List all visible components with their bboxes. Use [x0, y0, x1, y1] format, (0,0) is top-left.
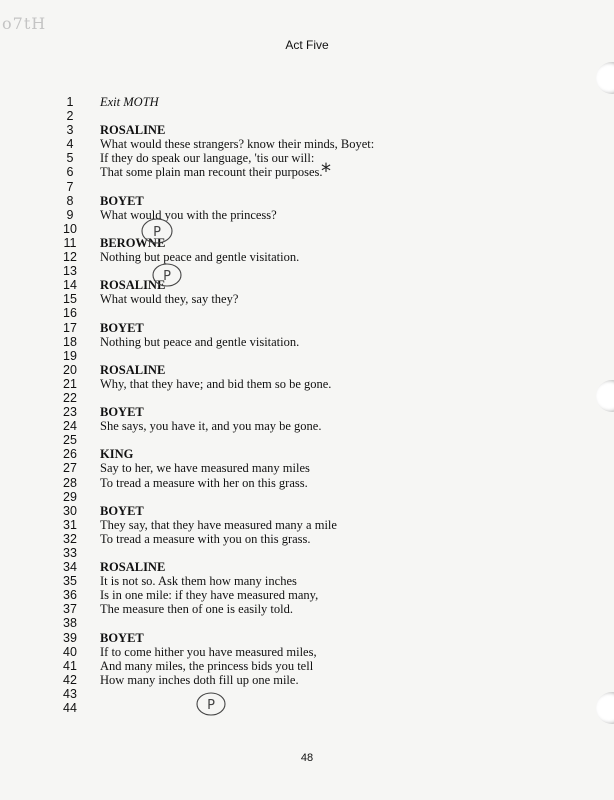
- page-header: Act Five: [285, 38, 329, 52]
- line-number: 15: [63, 292, 77, 307]
- line-number: 22: [63, 390, 77, 405]
- script-line: [0, 673, 614, 687]
- line-number: 1: [66, 95, 74, 109]
- dialogue-line: If to come hither you have measured miles,: [100, 644, 317, 659]
- script-line: [0, 363, 614, 377]
- line-number: 44: [63, 701, 77, 716]
- line-number: 28: [63, 475, 77, 490]
- speaker-name: BEROWNE: [100, 235, 166, 250]
- stage-direction: Exit MOTH: [100, 95, 159, 109]
- line-number: 6: [66, 165, 74, 180]
- script-line: [0, 151, 614, 165]
- line-number: 12: [63, 250, 77, 265]
- line-number: 27: [63, 461, 77, 476]
- line-number: 16: [63, 306, 77, 321]
- svg-text:P: P: [153, 225, 161, 240]
- script-line: [0, 222, 614, 236]
- dialogue-line: What would these strangers? know their minds, Boyet:: [100, 137, 375, 152]
- svg-text:*: *: [321, 161, 331, 181]
- line-number: 19: [63, 348, 77, 363]
- speaker-name: BOYET: [100, 193, 144, 208]
- script-line: [0, 504, 614, 518]
- line-number: 13: [63, 264, 77, 279]
- script-line: [0, 490, 614, 504]
- script-line: [0, 292, 614, 306]
- script-lines: [0, 95, 614, 715]
- speaker-name: BOYET: [100, 405, 144, 420]
- script-line: [0, 574, 614, 588]
- line-number: 20: [63, 362, 77, 377]
- dialogue-line: What would you with the princess?: [100, 207, 277, 222]
- dialogue-line: The measure then of one is easily told.: [100, 602, 293, 617]
- circled-p-mark-2: [150, 261, 184, 289]
- script-line: [0, 419, 614, 433]
- speaker-name: BOYET: [100, 503, 144, 518]
- speaker-name: BOYET: [100, 320, 144, 335]
- line-number: 42: [63, 672, 77, 687]
- line-number: 29: [63, 489, 77, 504]
- script-line: [0, 645, 614, 659]
- dialogue-line: Say to her, we have measured many miles: [100, 461, 310, 476]
- script-line: [0, 659, 614, 673]
- line-number: 4: [66, 137, 74, 152]
- dialogue-line: They say, that they have measured many a mile: [100, 517, 337, 532]
- star-mark: [316, 161, 336, 181]
- script-line: [0, 447, 614, 461]
- dialogue-line: It is not so. Ask them how many inches: [100, 574, 297, 589]
- dialogue-line: How many inches doth fill up one mile.: [100, 672, 299, 687]
- line-number: 26: [63, 447, 77, 462]
- line-number: 18: [63, 334, 77, 349]
- script-line: [0, 306, 614, 320]
- dialogue-line: She says, you have it, and you may be gone.: [100, 419, 322, 434]
- dialogue-line: Nothing but peace and gentle visitation.: [100, 334, 300, 349]
- script-line: [0, 250, 614, 264]
- script-line: [0, 546, 614, 560]
- line-number: 23: [63, 405, 77, 420]
- dialogue-line: To tread a measure with you on this grass.: [100, 531, 311, 546]
- dialogue-line: Nothing but peace and gentle visitation.: [100, 250, 300, 265]
- script-line: [0, 518, 614, 532]
- script-line: [0, 701, 614, 715]
- script-line: [0, 377, 614, 391]
- line-number: 2: [66, 109, 74, 124]
- dialogue-line: Is in one mile: if they have measured many,: [100, 588, 319, 603]
- speaker-name: ROSALINE: [100, 560, 166, 575]
- script-line: [0, 560, 614, 574]
- dialogue-line: To tread a measure with her on this grass.: [100, 475, 308, 490]
- script-line: [0, 264, 614, 278]
- line-number: 35: [63, 574, 77, 589]
- circled-p-mark-3: [194, 690, 228, 718]
- svg-text:P: P: [163, 269, 171, 284]
- svg-text:P: P: [207, 698, 215, 713]
- punch-hole-top: [596, 62, 614, 94]
- script-line: [0, 180, 614, 194]
- line-number: 32: [63, 531, 77, 546]
- script-line: [0, 109, 614, 123]
- line-number: 3: [66, 123, 74, 138]
- script-line: [0, 433, 614, 447]
- line-number: 21: [63, 376, 77, 391]
- script-line: [0, 687, 614, 701]
- script-line: [0, 602, 614, 616]
- line-number: 39: [63, 630, 77, 645]
- script-line: [0, 461, 614, 475]
- line-number: 11: [63, 235, 77, 250]
- script-line: [0, 236, 614, 250]
- script-line: [0, 194, 614, 208]
- speaker-name: ROSALINE: [100, 278, 166, 293]
- script-line: [0, 532, 614, 546]
- line-number: 34: [63, 560, 77, 575]
- line-number: 9: [66, 207, 74, 222]
- script-line: [0, 278, 614, 292]
- dialogue-line: And many miles, the princess bids you tell: [100, 658, 314, 673]
- line-number: 43: [63, 686, 77, 701]
- script-line: [0, 123, 614, 137]
- script-line: [0, 95, 614, 109]
- line-number: 38: [63, 616, 77, 631]
- script-line: [0, 208, 614, 222]
- line-number: 8: [66, 193, 74, 208]
- line-number: 17: [63, 320, 77, 335]
- handwritten-note: o7tH: [2, 14, 47, 33]
- circled-p-mark-1: [140, 216, 174, 246]
- line-number: 36: [63, 588, 77, 603]
- script-line: [0, 588, 614, 602]
- script-line: [0, 631, 614, 645]
- line-number: 14: [63, 278, 77, 293]
- script-line: [0, 391, 614, 405]
- line-number: 30: [63, 503, 77, 518]
- line-number: 25: [63, 433, 77, 448]
- line-number: 10: [63, 221, 77, 236]
- line-number: 31: [63, 517, 77, 532]
- line-number: 24: [63, 419, 77, 434]
- line-number: 5: [66, 151, 74, 166]
- script-line: [0, 165, 614, 179]
- dialogue-line: If they do speak our language, 'tis our will:: [100, 151, 315, 166]
- dialogue-line: That some plain man recount their purposes.: [100, 165, 323, 180]
- script-line: [0, 616, 614, 630]
- line-number: 37: [63, 602, 77, 617]
- line-number: 41: [63, 658, 77, 673]
- punch-hole-bottom: [596, 692, 614, 724]
- dialogue-line: What would they, say they?: [100, 292, 239, 307]
- dialogue-line: Why, that they have; and bid them so be gone.: [100, 376, 332, 391]
- line-number: 7: [66, 179, 74, 194]
- page-number: 48: [300, 752, 314, 764]
- script-line: [0, 476, 614, 490]
- speaker-name: BOYET: [100, 630, 144, 645]
- script-line: [0, 405, 614, 419]
- script-line: [0, 137, 614, 151]
- script-line: [0, 321, 614, 335]
- line-number: 40: [63, 644, 77, 659]
- speaker-name: ROSALINE: [100, 123, 166, 138]
- script-line: [0, 349, 614, 363]
- script-line: [0, 335, 614, 349]
- line-number: 33: [63, 546, 77, 560]
- speaker-name: ROSALINE: [100, 362, 166, 377]
- speaker-name: KING: [100, 447, 134, 462]
